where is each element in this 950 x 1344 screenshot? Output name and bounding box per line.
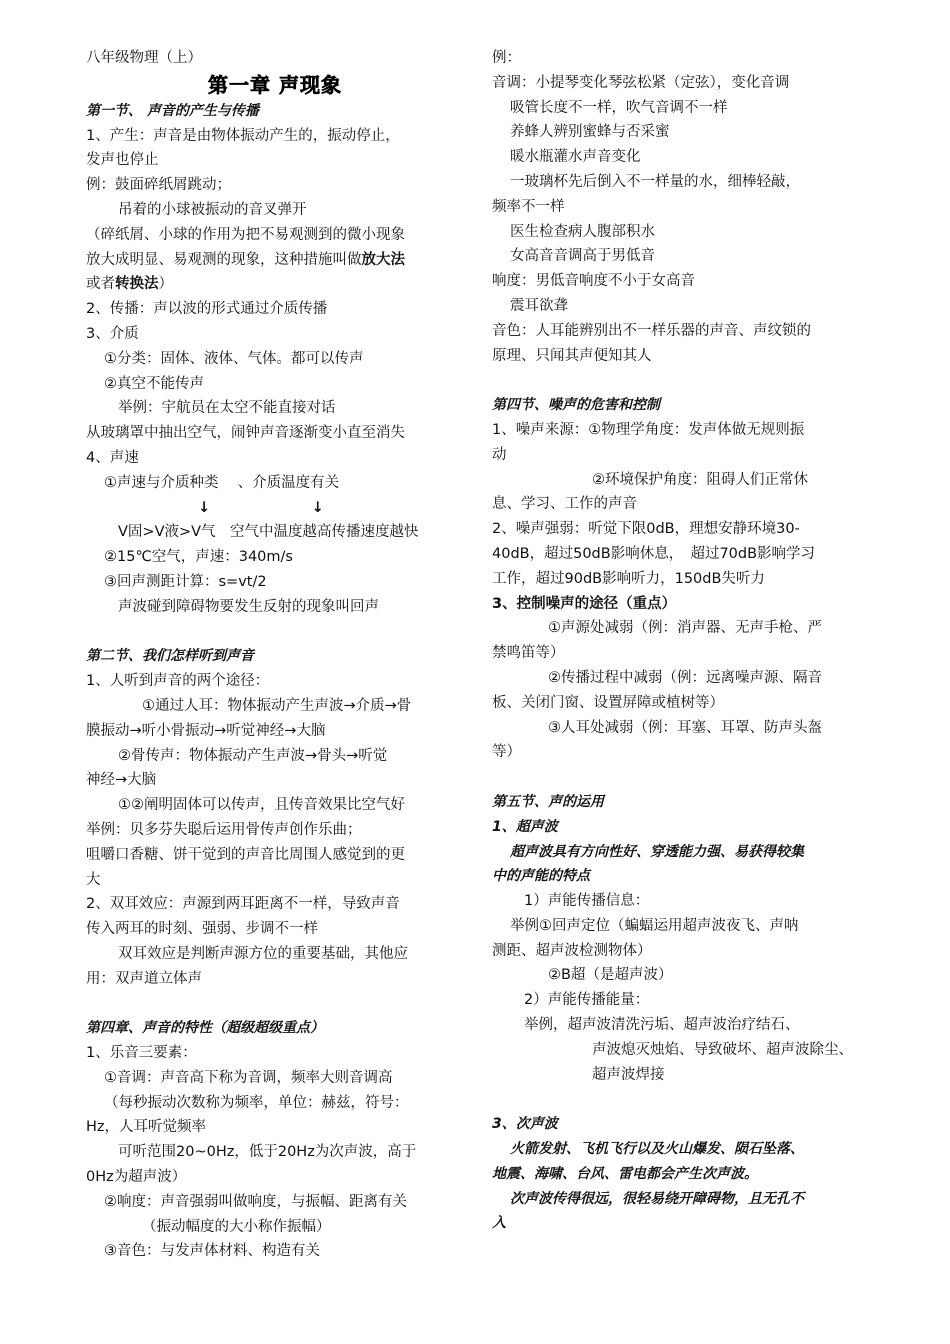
line-text: 板、关闭门窗、设置屏障或植树等） [492, 694, 724, 711]
text-line [86, 198, 464, 223]
line-text: 放大成明显、易观测的现象，这种措施叫做 [86, 251, 362, 268]
line-text: 举例①回声定位（蝙蝠运用超声波夜飞、声呐 [510, 917, 799, 934]
line-text: ②环境保护角度：阻碍人们正常休 [592, 471, 808, 488]
section-heading [492, 1162, 870, 1187]
text-line [86, 843, 464, 868]
line-text: 次声波传得很远，很轻易绕开障碍物，且无孔不 [510, 1190, 804, 1207]
text-line [492, 145, 870, 170]
section-heading [86, 1016, 464, 1041]
line-text: ②骨传声：物体振动产生声波→骨头→听觉 [118, 747, 388, 764]
text-line [86, 595, 464, 620]
text-line [492, 71, 870, 96]
text-line [492, 319, 870, 344]
line-text: ①声速与介质种类 、介质温度有关 [104, 474, 340, 491]
section-heading [492, 790, 870, 815]
line-text: 音色：人耳能辨别出不一样乐器的声音、声纹锁的 [492, 322, 811, 339]
text-line [86, 421, 464, 446]
line-text: 医生检查病人腹部积水 [510, 223, 655, 240]
line-text: （振动幅度的大小称作振幅） [142, 1218, 331, 1235]
line-text: 超声波具有方向性好、穿透能力强、易获得较集 [510, 843, 804, 860]
section-heading [492, 815, 870, 840]
text-line [86, 768, 464, 793]
text-line [86, 744, 464, 769]
line-text: 第一章 声现象 [208, 72, 342, 97]
section-heading [492, 864, 870, 889]
text-line [86, 1041, 464, 1066]
line-text: 咀嚼口香糖、饼干觉到的声音比周围人感觉到的更 [86, 846, 405, 863]
line-text: 4、声速 [86, 449, 139, 466]
line-text: 中的声能的特点 [492, 868, 590, 885]
text-line [492, 616, 870, 641]
line-text: 吊着的小球被振动的音叉弹开 [118, 201, 307, 218]
left-column [86, 46, 464, 1264]
line-text: 第一节、 声音的产生与传播 [86, 102, 259, 119]
line-text: 1、超声波 [492, 818, 558, 835]
line-text: ②15℃空气，声速：340m/s [104, 549, 293, 566]
right-column [492, 46, 870, 1236]
line-text: 第五节、声的运用 [492, 793, 604, 810]
line-text: ②响度：声音强弱叫做响度，与振幅、距离有关 [104, 1193, 407, 1210]
line-text: ②B超（是超声波） [548, 967, 673, 984]
line-text: ③音色：与发声体材料、构造有关 [104, 1243, 320, 1260]
line-text: 1、乐音三要素： [86, 1045, 197, 1062]
line-text: 第四章、声音的特性（超级超级重点） [86, 1020, 324, 1037]
text-line [492, 963, 870, 988]
line-text: 发声也停止 [86, 152, 159, 169]
line-text: 禁鸣笛等） [492, 645, 565, 662]
line-text: 第二节、我们怎样听到声音 [86, 648, 254, 665]
line-text: 1、人听到声音的两个途径： [86, 673, 270, 690]
text-line [86, 148, 464, 173]
line-text: 声波熄灭烛焰、导致破坏、超声波除尘、 [592, 1041, 853, 1058]
text-line [86, 1115, 464, 1140]
line-text: 膜振动→听小骨振动→听觉神经→大脑 [86, 722, 326, 739]
line-text: 地震、海啸、台风、雷电都会产生次声波。 [492, 1165, 758, 1182]
text-line [492, 889, 870, 914]
line-text: 从玻璃罩中抽出空气，闹钟声音逐渐变小直至消失 [86, 425, 405, 442]
line-text: 原理、只闻其声便知其人 [492, 347, 652, 364]
text-line [492, 716, 870, 741]
text-line [492, 344, 870, 369]
line-text: ↓ ↓ [198, 499, 324, 516]
text-line [492, 666, 870, 691]
line-text: ①声源处减弱（例：消声器、无声手枪、严 [548, 620, 822, 637]
text-line [86, 1190, 464, 1215]
line-text: 养蜂人辨别蜜蜂与否采蜜 [510, 124, 670, 141]
line-text: 2、传播：声以波的形式通过介质传播 [86, 301, 328, 318]
line-text: 女高音音调高于男低音 [510, 248, 655, 265]
text-line [86, 46, 464, 71]
line-text: ③人耳处减弱（例：耳塞、耳罩、防声头盔 [548, 719, 822, 736]
line-text: 3、控制噪声的途径（重点） [492, 595, 677, 612]
section-heading [86, 644, 464, 669]
line-text: 举例：贝多芬失聪后运用骨传声创作乐曲； [86, 821, 362, 838]
text-line [86, 471, 464, 496]
line-text: 双耳效应是判断声源方位的重要基础，其他应 [118, 945, 408, 962]
line-text: ②传播过程中减弱（例：远离噪声源、隔音 [548, 669, 822, 686]
section-heading [492, 393, 870, 418]
text-line [492, 220, 870, 245]
line-text: 声波碰到障碍物要发生反射的现象叫回声 [118, 598, 379, 615]
text-line [492, 195, 870, 220]
text-line [86, 347, 464, 372]
blank-line [492, 765, 870, 790]
text-line [86, 669, 464, 694]
line-text: 例： [492, 50, 521, 66]
text-line [86, 124, 464, 149]
text-line [86, 396, 464, 421]
text-line [86, 322, 464, 347]
text-line [86, 1066, 464, 1091]
line-text: ①分类：固体、液体、气体。都可以传声 [104, 350, 364, 367]
text-line [86, 1239, 464, 1264]
section-heading [492, 1112, 870, 1137]
line-text: 3、介质 [86, 325, 139, 342]
text-line [492, 46, 870, 71]
text-line [492, 988, 870, 1013]
text-line [492, 120, 870, 145]
text-line [86, 1215, 464, 1240]
text-line [86, 818, 464, 843]
line-text: 1）声能传播信息： [524, 893, 650, 910]
text-line [492, 939, 870, 964]
text-line [86, 868, 464, 893]
line-text: 例：鼓面碎纸屑跳动； [86, 177, 231, 194]
blank-line [492, 368, 870, 393]
text-line [86, 694, 464, 719]
text-line [492, 294, 870, 319]
blank-line [492, 1087, 870, 1112]
section-heading [492, 1137, 870, 1162]
text-line [492, 492, 870, 517]
line-text: 用：双声道立体声 [86, 970, 202, 987]
text-line [492, 1038, 870, 1063]
line-text: 音调：小提琴变化琴弦松紧（定弦），变化音调 [492, 74, 790, 91]
text-line [86, 570, 464, 595]
text-line [492, 592, 870, 617]
text-line [86, 917, 464, 942]
text-line [492, 641, 870, 666]
text-line [86, 223, 464, 248]
line-text: 3、次声波 [492, 1116, 558, 1133]
blank-line [86, 991, 464, 1016]
line-text: （每秒振动次数称为频率，单位：赫兹，符号： [104, 1094, 409, 1111]
blank-line [86, 620, 464, 645]
line-text: 超声波焊接 [592, 1066, 665, 1083]
text-line [492, 418, 870, 443]
emphasis-text: 放大法 [361, 251, 405, 268]
text-line [86, 372, 464, 397]
text-line [86, 297, 464, 322]
line-text: 传入两耳的时刻、强弱、步调不一样 [86, 921, 318, 938]
text-line [492, 1013, 870, 1038]
chapter-title [86, 71, 464, 99]
text-line [492, 468, 870, 493]
line-text: ①②阐明固体可以传声，且传音效果比空气好 [118, 797, 405, 814]
section-heading [492, 1211, 870, 1236]
line-text: 或者 [86, 276, 115, 293]
line-text: 测距、超声波检测物体） [492, 942, 652, 959]
line-text: 大 [86, 871, 101, 888]
text-line [86, 1091, 464, 1116]
line-text: ②真空不能传声 [104, 375, 204, 392]
line-text: 息、学习、工作的声音 [492, 496, 637, 513]
line-text: 八年级物理（上） [86, 50, 202, 66]
line-text: 吸管长度不一样，吹气音调不一样 [510, 99, 728, 116]
text-line [86, 1165, 464, 1190]
line-text: 等） [492, 744, 521, 761]
line-text: 1、噪声来源：①物理学角度：发声体做无规则振 [492, 421, 805, 438]
text-line [86, 248, 464, 273]
line-text: 火箭发射、飞机飞行以及火山爆发、陨石坠落、 [510, 1141, 804, 1158]
text-line [86, 942, 464, 967]
line-text: 频率不一样 [492, 198, 565, 215]
line-text: ③回声测距计算：s=vt/2 [104, 573, 267, 590]
line-text: 1、产生：声音是由物体振动产生的，振动停止， [86, 127, 400, 144]
text-line [492, 269, 870, 294]
line-text: 震耳欲聋 [510, 297, 568, 314]
text-line [86, 272, 464, 297]
line-text: 2）声能传播能量： [524, 992, 650, 1009]
line-text: Hz，人耳听觉频率 [86, 1119, 207, 1136]
line-text: 入 [492, 1215, 506, 1232]
line-text: ①音调：声音高下称为音调，频率大则音调高 [104, 1069, 393, 1086]
text-line [86, 793, 464, 818]
text-line [492, 740, 870, 765]
text-line [492, 542, 870, 567]
section-heading [492, 1187, 870, 1212]
text-line [492, 517, 870, 542]
line-text: 动 [492, 446, 507, 463]
text-line [86, 446, 464, 471]
text-line [492, 691, 870, 716]
text-line [492, 567, 870, 592]
line-text: 0Hz为超声波） [86, 1169, 187, 1186]
line-text: ①通过人耳：物体振动产生声波→介质→骨 [142, 697, 412, 714]
line-text: 暖水瓶灌水声音变化 [510, 149, 641, 166]
text-line [86, 1140, 464, 1165]
line-text: 工作，超过90dB影响听力，150dB失听力 [492, 570, 765, 587]
line-text: 响度：男低音响度不小于女高音 [492, 273, 695, 290]
text-line [492, 170, 870, 195]
text-line [86, 545, 464, 570]
text-line [492, 1063, 870, 1088]
text-line [492, 443, 870, 468]
line-text: 一玻璃杯先后倒入不一样量的水，细棒轻敲， [510, 173, 800, 190]
text-line [492, 96, 870, 121]
line-text: 可听范围20~0Hz，低于20Hz为次声波，高于 [118, 1144, 417, 1161]
text-line [492, 914, 870, 939]
line-text: 举例，超声波清洗污垢、超声波治疗结石、 [524, 1017, 800, 1034]
line-text: 神经→大脑 [86, 772, 157, 789]
line-text: 40dB，超过50dB影响休息， 超过70dB影响学习 [492, 545, 816, 562]
line-text: 第四节、噪声的危害和控制 [492, 397, 660, 414]
text-line [86, 967, 464, 992]
text-line [86, 892, 464, 917]
section-heading [86, 99, 464, 124]
line-text: 举例：宇航员在太空不能直接对话 [118, 400, 336, 417]
text-line [86, 173, 464, 198]
text-line [86, 520, 464, 545]
text-line [86, 496, 464, 521]
line-text: 2、双耳效应：声源到两耳距离不一样，导致声音 [86, 896, 400, 913]
line-text-tail: ） [158, 276, 173, 293]
line-text: （碎纸屑、小球的作用为把不易观测到的微小现象 [86, 226, 405, 243]
emphasis-text: 转换法 [115, 276, 159, 293]
text-line [492, 244, 870, 269]
text-line [86, 719, 464, 744]
line-text: 2、噪声强弱：听觉下限0dB，理想安静环境30- [492, 521, 800, 538]
section-heading [492, 840, 870, 865]
line-text: V固>V液>V气 空气中温度越高传播速度越快 [118, 524, 419, 541]
